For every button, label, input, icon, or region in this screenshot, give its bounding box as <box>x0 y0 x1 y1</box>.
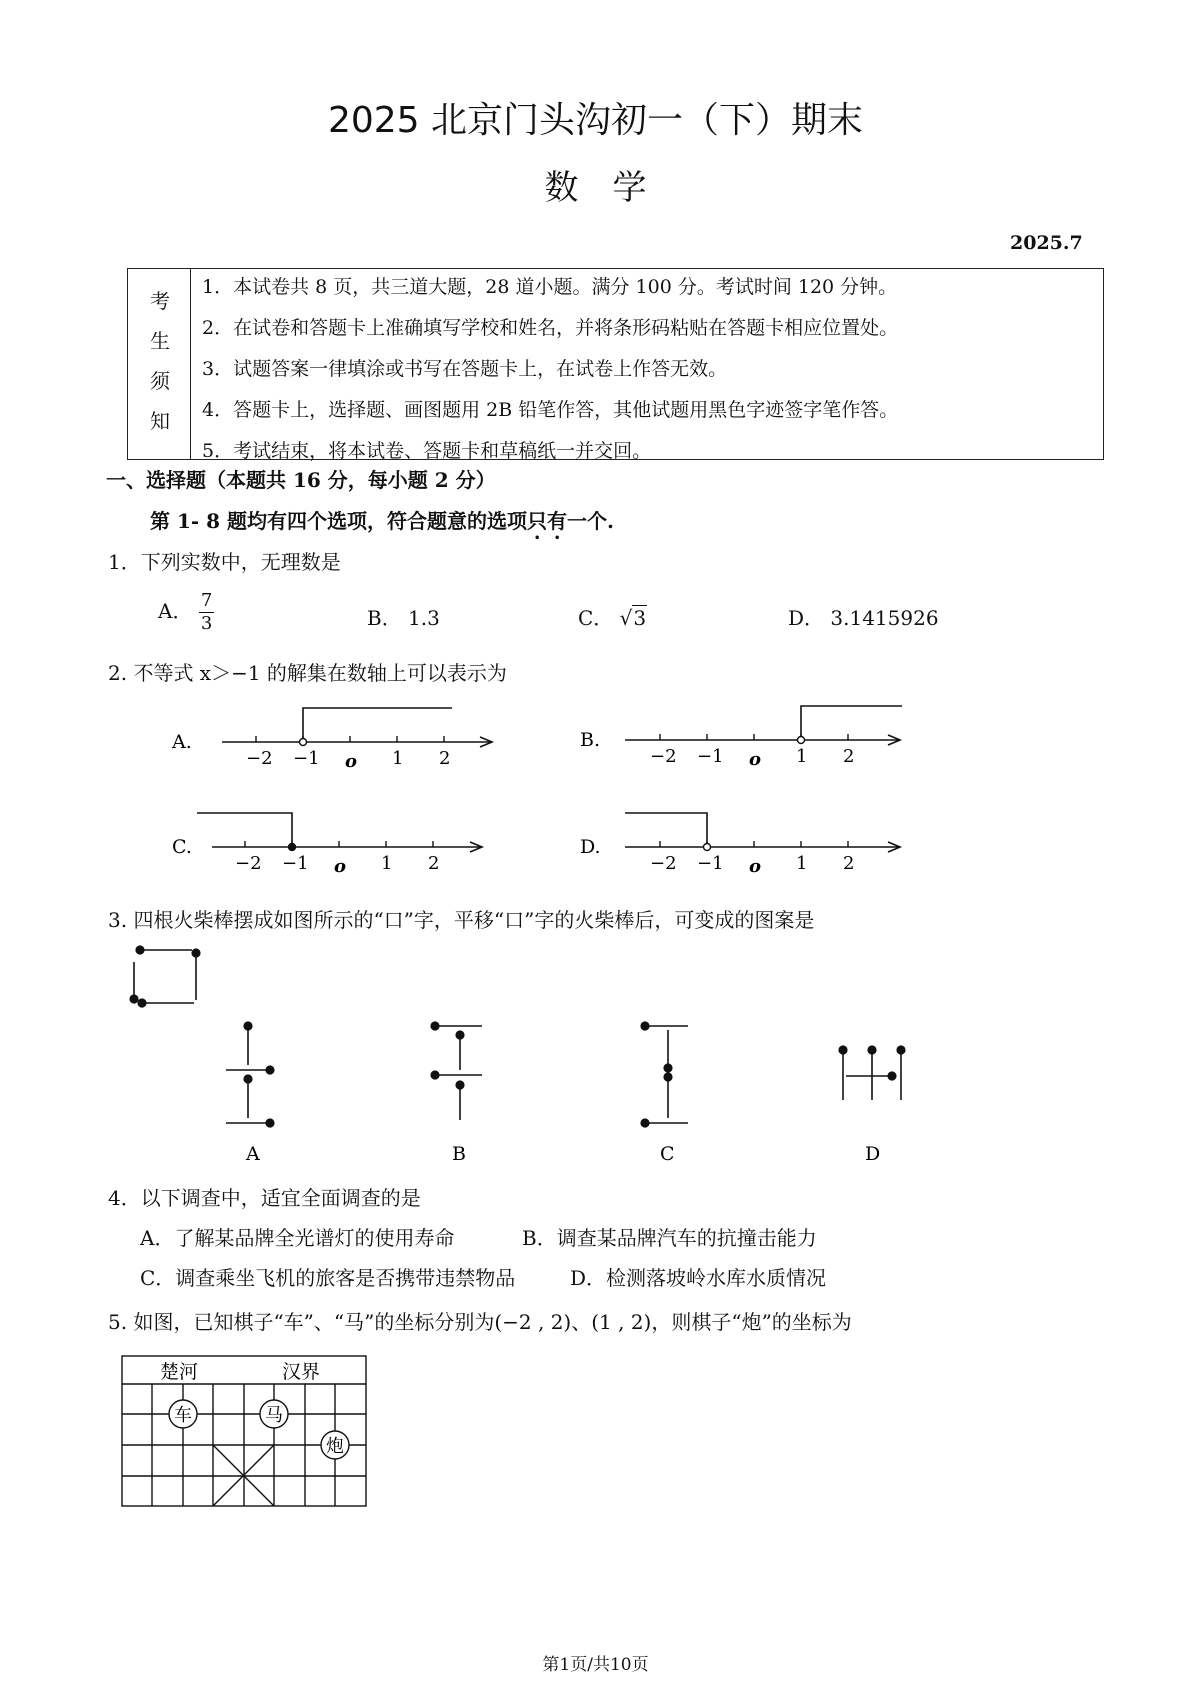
tick-label: 2 <box>428 853 440 874</box>
notice-label <box>128 269 191 459</box>
notice-label-char: 知 <box>150 409 170 433</box>
board-label-chuhe: 楚河 <box>160 1361 199 1383</box>
piece-label: 马 <box>265 1405 283 1426</box>
tick-label: 1 <box>796 853 808 874</box>
q4-option-b: B．调查某品牌汽车的抗撞击能力 <box>522 1226 817 1250</box>
origin-label: o <box>345 751 358 772</box>
subject-title: 数学 <box>544 168 681 208</box>
fraction <box>199 590 214 635</box>
notice-item: 4．答题卡上，选择题、画图题用 2B 铅笔作答，其他试题用黑色字迹签字笔作答。 <box>202 399 899 421</box>
q1-option-a <box>158 590 214 635</box>
origin-label: o <box>334 856 347 877</box>
figure-c-label: C <box>660 1143 675 1165</box>
tick-label: −1 <box>697 746 724 767</box>
q5-stem: 5. 如图，已知棋子“车”、“马”的坐标分别为(−2 , 2)、(1 , 2)，则棋子“炮”的坐标为 <box>108 1310 852 1334</box>
section-instruction <box>150 505 614 544</box>
q1-option-d: D． 3.1415926 <box>788 606 939 630</box>
notice-box <box>127 268 1104 460</box>
figure-b-label: B <box>452 1143 466 1165</box>
figure-a-label: A <box>246 1143 260 1165</box>
option-label: A． <box>158 599 193 623</box>
figure-a <box>226 1022 274 1127</box>
page-footer: 第1页/共10页 <box>542 1655 649 1675</box>
figure-d <box>839 1046 905 1100</box>
chess-board <box>118 1352 378 1512</box>
origin-label: o <box>749 856 762 877</box>
q1-option-b: B． 1.3 <box>367 606 440 630</box>
notice-item: 2．在试卷和答题卡上准确填写学校和姓名，并将条形码粘贴在答题卡相应位置处。 <box>202 317 899 339</box>
numerator: 7 <box>200 590 213 611</box>
instruction-text: 第 1- 8 题均有四个选项，符合题意的选项 <box>150 509 528 533</box>
reference-square <box>130 946 200 1007</box>
q4-option-c: C．调查乘坐飞机的旅客是否携带违禁物品 <box>140 1266 516 1290</box>
tick-label: −1 <box>293 748 320 769</box>
q4-option-d: D．检测落坡岭水库水质情况 <box>570 1266 827 1290</box>
tick-label: 1 <box>796 746 808 767</box>
section-heading: 一、选择题（本题共 16 分，每小题 2 分） <box>106 468 496 492</box>
notice-item: 1．本试卷共 8 页，共三道大题，28 道小题。满分 100 分。考试时间 120 分钟。 <box>202 276 898 298</box>
tick-label: −1 <box>282 853 309 874</box>
piece-ma <box>260 1400 288 1428</box>
figure-b <box>431 1022 482 1120</box>
tick-label: −2 <box>235 853 262 874</box>
tick-label: −2 <box>650 746 677 767</box>
tick-label: 2 <box>843 746 855 767</box>
piece-che <box>169 1400 197 1428</box>
piece-label: 炮 <box>326 1436 344 1457</box>
number-line-options <box>160 700 920 890</box>
option-label: C． <box>578 606 614 630</box>
denominator: 3 <box>200 613 213 634</box>
q1-stem: 1．下列实数中，无理数是 <box>108 550 341 574</box>
figure-d-label: D <box>865 1143 881 1165</box>
tick-label: −1 <box>697 853 724 874</box>
q4-option-a: A．了解某品牌全光谱灯的使用寿命 <box>140 1226 455 1250</box>
q2-option-c-label: C. <box>172 836 192 858</box>
sqrt-expression: √3 <box>619 606 647 630</box>
q2-option-b-label: B. <box>580 729 601 751</box>
notice-item: 3．试题答案一律填涂或书写在答题卡上，在试卷上作答无效。 <box>202 358 728 380</box>
notice-list <box>202 271 1097 476</box>
radicand: 3 <box>633 606 647 630</box>
tick-label: 2 <box>439 748 451 769</box>
tick-label: −2 <box>246 748 273 769</box>
notice-item: 5．考试结束，将本试卷、答题卡和草稿纸一并交回。 <box>202 440 652 462</box>
q4-stem: 4．以下调查中，适宜全面调查的是 <box>108 1186 421 1210</box>
piece-pao <box>321 1431 349 1459</box>
origin-label: o <box>749 749 762 770</box>
tick-label: 1 <box>392 748 404 769</box>
q2-option-a-label: A. <box>172 731 192 753</box>
q3-stem: 3. 四根火柴棒摆成如图所示的“口”字，平移“口”字的火柴棒后，可变成的图案是 <box>108 908 815 932</box>
instruction-text: 一个. <box>567 509 614 533</box>
tick-label: 2 <box>843 853 855 874</box>
notice-label-char: 考 <box>150 289 170 313</box>
matchstick-figures <box>120 940 920 1180</box>
piece-label: 车 <box>174 1405 192 1426</box>
q2-stem: 2. 不等式 x＞−1 的解集在数轴上可以表示为 <box>108 661 507 685</box>
board-label-hanjie: 汉界 <box>282 1361 321 1383</box>
notice-label-char: 须 <box>150 369 170 393</box>
tick-label: 1 <box>381 853 393 874</box>
page-title: 2025 北京门头沟初一（下）期末 <box>327 100 864 141</box>
figure-c <box>641 1022 688 1127</box>
notice-label-char: 生 <box>150 329 170 353</box>
tick-label: −2 <box>650 853 677 874</box>
q2-option-d-label: D. <box>580 836 601 858</box>
exam-date: 2025.7 <box>1010 232 1083 254</box>
instruction-emphasis: 只有 <box>527 509 568 533</box>
q1-option-c <box>578 602 647 631</box>
